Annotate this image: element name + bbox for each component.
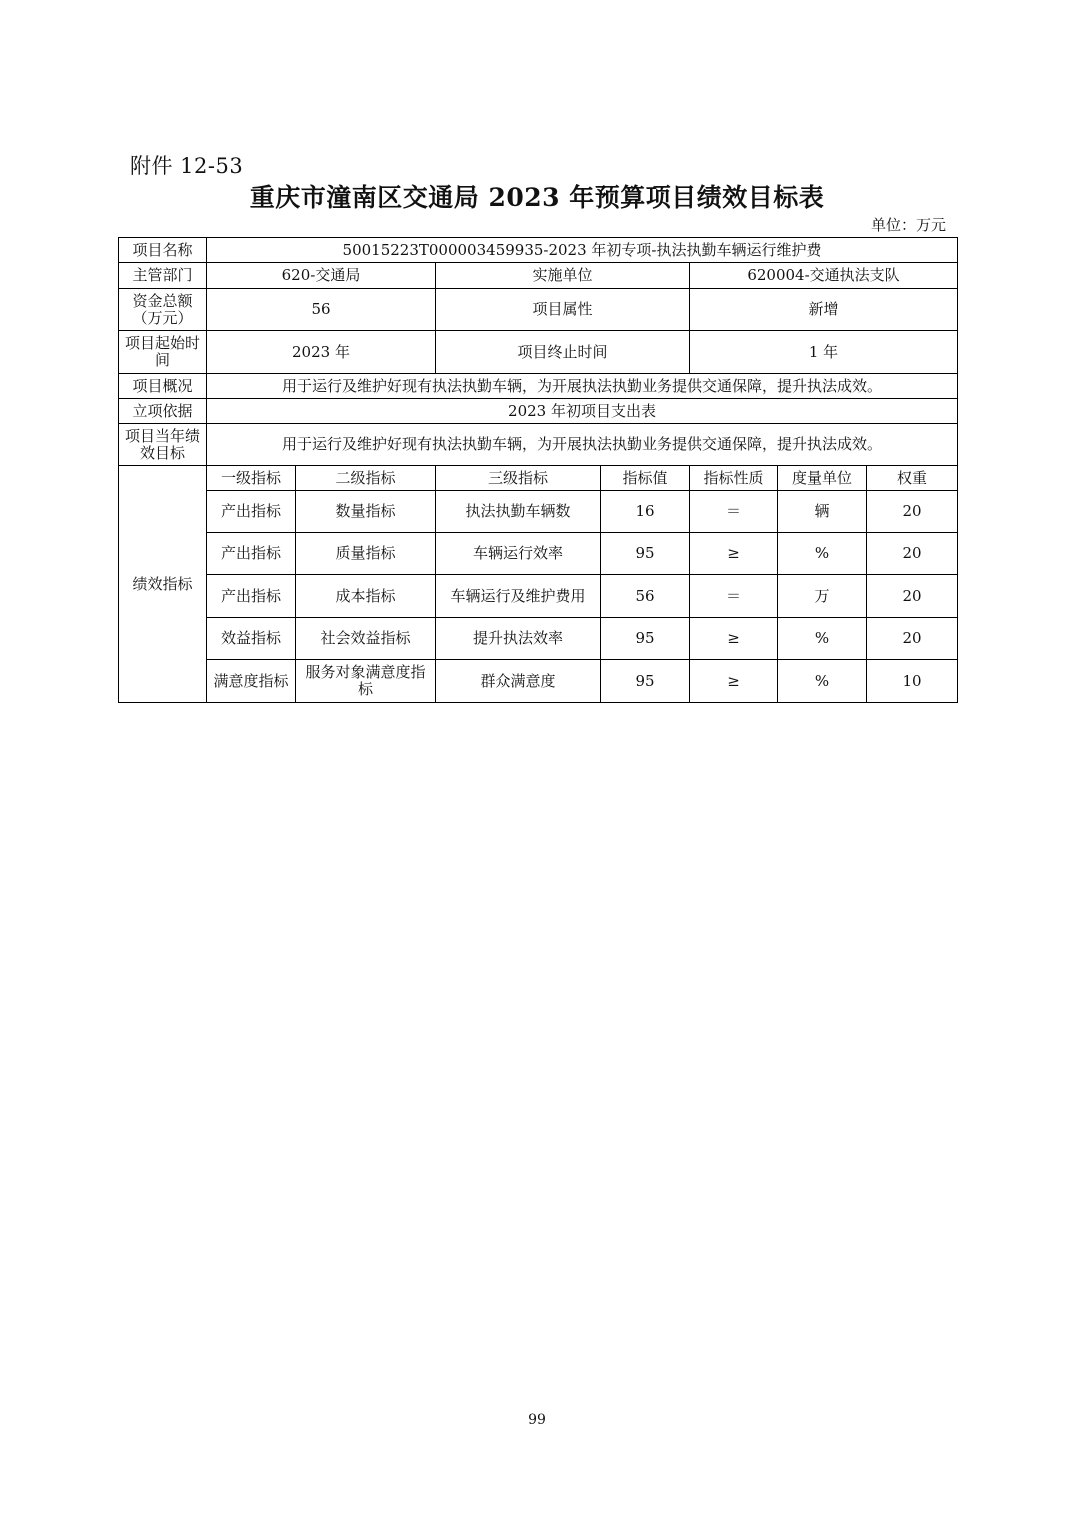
value-cell: 95 (601, 618, 690, 660)
cell-value: 620-交通局 (207, 263, 436, 289)
level2-cell: 数量指标 (296, 491, 436, 533)
nature-cell: ≥ (690, 533, 778, 575)
cell-label: 项目起始时间 (119, 331, 207, 374)
nature-cell: ＝ (690, 575, 778, 618)
level3-cell: 提升执法效率 (436, 618, 601, 660)
weight-cell: 20 (867, 575, 958, 618)
level1-cell: 效益指标 (207, 618, 296, 660)
row-time (119, 331, 958, 374)
weight-cell: 20 (867, 618, 958, 660)
row-basis (119, 399, 958, 424)
level2-cell: 质量指标 (296, 533, 436, 575)
level2-cell: 服务对象满意度指标 (296, 660, 436, 703)
level1-cell: 产出指标 (207, 575, 296, 618)
level1-cell: 满意度指标 (207, 660, 296, 703)
level3-cell: 车辆运行效率 (436, 533, 601, 575)
header-cell: 三级指标 (436, 466, 601, 491)
level3-cell: 车辆运行及维护费用 (436, 575, 601, 618)
level3-cell: 执法执勤车辆数 (436, 491, 601, 533)
attachment-label: 附件 12-53 (130, 154, 244, 178)
table-row (119, 491, 958, 533)
table-row (119, 618, 958, 660)
cell-label: 资金总额（万元） (119, 289, 207, 331)
value-cell: 95 (601, 660, 690, 703)
cell-value: 2023 年初项目支出表 (207, 399, 958, 424)
unit-label: 单位：万元 (870, 216, 946, 234)
cell-label: 立项依据 (119, 399, 207, 424)
weight-cell: 20 (867, 533, 958, 575)
cell-value: 1 年 (690, 331, 958, 374)
nature-cell: ＝ (690, 491, 778, 533)
row-fund (119, 289, 958, 331)
cell-label: 项目当年绩效目标 (119, 424, 207, 466)
unit-cell: % (778, 533, 867, 575)
value-cell: 16 (601, 491, 690, 533)
unit-cell: 辆 (778, 491, 867, 533)
header-cell: 权重 (867, 466, 958, 491)
unit-cell: 万 (778, 575, 867, 618)
row-department (119, 263, 958, 289)
weight-cell: 20 (867, 491, 958, 533)
page-title: 重庆市潼南区交通局 2023 年预算项目绩效目标表 (249, 183, 825, 212)
table-row (119, 575, 958, 618)
cell-value: 50015223T000003459935-2023 年初专项-执法执勤车辆运行维护费 (207, 238, 958, 263)
level1-cell: 产出指标 (207, 533, 296, 575)
cell-value: 新增 (690, 289, 958, 331)
level1-cell: 产出指标 (207, 491, 296, 533)
page-number: 99 (528, 1412, 546, 1428)
cell-value: 2023 年 (207, 331, 436, 374)
table-row (119, 533, 958, 575)
cell-label: 项目属性 (436, 289, 690, 331)
value-cell: 56 (601, 575, 690, 618)
nature-cell: ≥ (690, 618, 778, 660)
header-cell: 指标值 (601, 466, 690, 491)
row-goal (119, 424, 958, 466)
unit-cell: % (778, 618, 867, 660)
cell-value: 56 (207, 289, 436, 331)
row-project-name (119, 238, 958, 263)
cell-label: 主管部门 (119, 263, 207, 289)
level2-cell: 成本指标 (296, 575, 436, 618)
header-cell: 度量单位 (778, 466, 867, 491)
cell-label: 项目概况 (119, 374, 207, 399)
cell-value: 620004-交通执法支队 (690, 263, 958, 289)
weight-cell: 10 (867, 660, 958, 703)
table-row (119, 660, 958, 703)
cell-label: 项目终止时间 (436, 331, 690, 374)
header-cell: 一级指标 (207, 466, 296, 491)
level3-cell: 群众满意度 (436, 660, 601, 703)
level2-cell: 社会效益指标 (296, 618, 436, 660)
nature-cell: ≥ (690, 660, 778, 703)
row-indicator-header (119, 466, 958, 491)
row-overview (119, 374, 958, 399)
indicator-group-label: 绩效指标 (119, 466, 207, 703)
cell-value: 用于运行及维护好现有执法执勤车辆，为开展执法执勤业务提供交通保障，提升执法成效。 (207, 374, 958, 399)
unit-cell: % (778, 660, 867, 703)
header-cell: 指标性质 (690, 466, 778, 491)
cell-value: 用于运行及维护好现有执法执勤车辆，为开展执法执勤业务提供交通保障，提升执法成效。 (207, 424, 958, 466)
header-cell: 二级指标 (296, 466, 436, 491)
performance-target-table (118, 237, 958, 703)
cell-label: 实施单位 (436, 263, 690, 289)
value-cell: 95 (601, 533, 690, 575)
cell-label: 项目名称 (119, 238, 207, 263)
